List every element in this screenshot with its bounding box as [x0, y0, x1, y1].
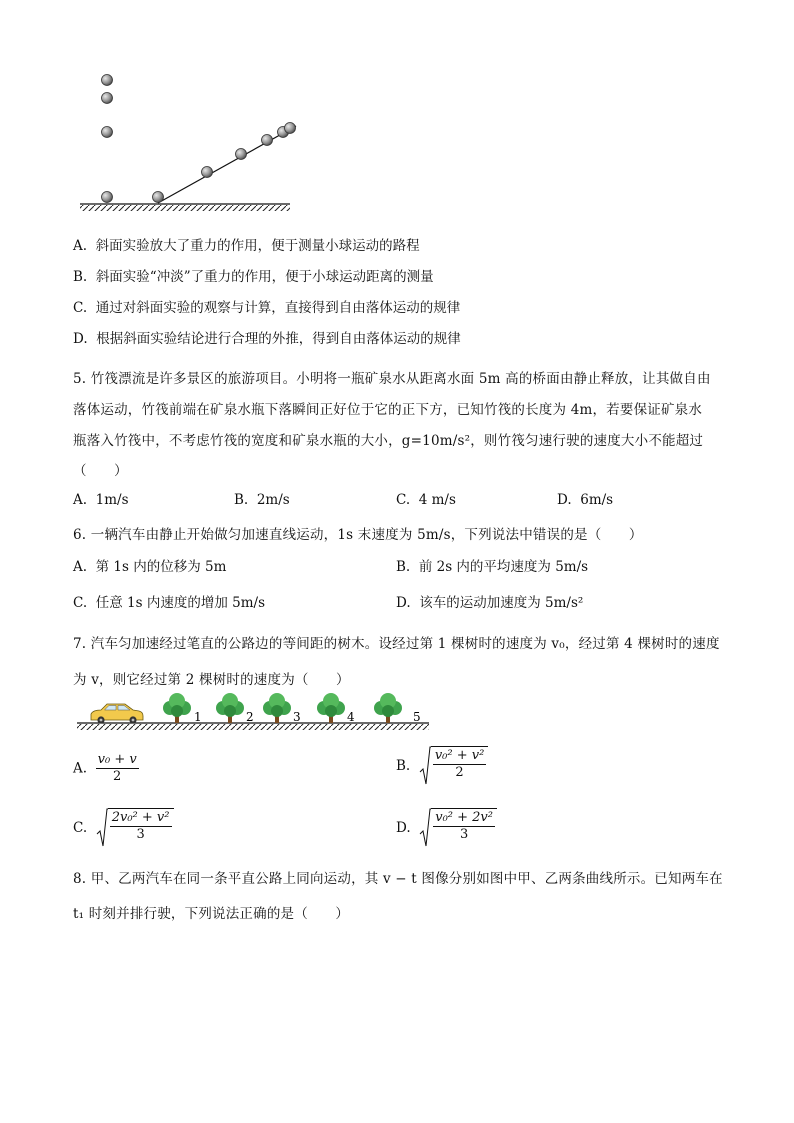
fraction-denominator: 2: [113, 769, 122, 784]
incline-experiment-figure: [70, 68, 300, 218]
fraction-formula: [96, 752, 139, 785]
fraction-denominator: 2: [455, 765, 464, 780]
fraction-denominator: 3: [459, 827, 469, 842]
tree-label: 4: [347, 710, 355, 724]
q7-option-b[interactable]: [396, 746, 488, 786]
option-letter: A.: [73, 492, 88, 508]
q5-stem-line2: 落体运动，竹筏前端在矿泉水瓶下落瞬间正好位于它的正下方，已知竹筏的长度为 4m，若要保证矿泉水: [73, 402, 703, 418]
option-letter: D.: [396, 820, 411, 836]
option-text: 斜面实验“冲淡”了重力的作用，便于小球运动距离的测量: [95, 269, 434, 285]
q4-option-c[interactable]: [73, 296, 460, 316]
tree-icon: [374, 693, 402, 723]
option-letter: C.: [73, 595, 88, 611]
q7-option-c[interactable]: [73, 808, 174, 848]
ball: [262, 135, 273, 146]
option-letter: B.: [396, 758, 411, 774]
fraction-numerator: v₀² + 2v²: [435, 810, 493, 825]
tree-label: 3: [293, 710, 301, 724]
tree-icon: [216, 693, 244, 723]
q7-option-d[interactable]: [396, 808, 497, 848]
option-text: 根据斜面实验结论进行合理的外推，得到自由落体运动的规律: [96, 331, 461, 347]
q7-stem-line1: 7. 汽车匀加速经过笔直的公路边的等间距的树木。设经过第 1 棵树时的速度为 v₀，经过第 4 棵树时的速度: [73, 636, 720, 652]
option-letter: B.: [73, 269, 88, 285]
q5-option-a[interactable]: [73, 492, 129, 508]
ball: [153, 192, 164, 203]
sqrt-formula: [419, 746, 488, 786]
q5-stem-line3: 瓶落入竹筏中，不考虑竹筏的宽度和矿泉水瓶的大小，g=10m/s²，则竹筏匀速行驶的速度大小不能超过: [73, 433, 704, 449]
car-trees-figure: [73, 690, 433, 734]
car-icon: [91, 704, 143, 724]
ball: [102, 75, 113, 86]
q6-option-a[interactable]: [73, 555, 226, 575]
radical-sign-icon: [419, 746, 431, 786]
q6-stem: 6. 一辆汽车由静止开始做匀加速直线运动，1s 末速度为 5m/s，下列说法中错误的是（ ）: [73, 527, 643, 543]
option-letter: D.: [73, 331, 88, 347]
q6-option-d[interactable]: [396, 591, 583, 611]
option-letter: B.: [396, 559, 411, 575]
option-text: 斜面实验放大了重力的作用，便于测量小球运动的路程: [95, 238, 420, 254]
q4-option-a[interactable]: [73, 234, 420, 254]
ball: [285, 123, 296, 134]
option-letter: A.: [73, 238, 88, 254]
q7-option-a[interactable]: [73, 752, 139, 785]
option-text: 通过对斜面实验的观察与计算，直接得到自由落体运动的规律: [95, 300, 461, 316]
option-text: 4 m/s: [418, 492, 456, 508]
option-text: 2m/s: [256, 492, 290, 508]
option-text: 1m/s: [95, 492, 129, 508]
option-letter: C.: [396, 492, 411, 508]
option-letter: C.: [73, 820, 88, 836]
q7-stem-line2: 为 v，则它经过第 2 棵树时的速度为（ ）: [73, 672, 350, 688]
sqrt-formula: [96, 808, 174, 848]
q6-option-c[interactable]: [73, 591, 265, 611]
tree-icon: [263, 693, 291, 723]
option-text: 第 1s 内的位移为 5m: [95, 559, 227, 575]
q5-option-b[interactable]: [234, 492, 290, 508]
option-text: 该车的运动加速度为 5m/s²: [419, 595, 584, 611]
option-letter: A.: [73, 559, 88, 575]
ball: [102, 192, 113, 203]
option-letter: B.: [234, 492, 249, 508]
option-text: 任意 1s 内速度的增加 5m/s: [95, 595, 265, 611]
tree-label: 5: [413, 710, 421, 724]
q8-stem-line2: t₁ 时刻并排行驶，下列说法正确的是（ ）: [73, 906, 350, 922]
tree-label: 2: [246, 710, 254, 724]
fraction-numerator: v₀² + v²: [434, 748, 485, 763]
q8-stem-line1: 8. 甲、乙两汽车在同一条平直公路上同向运动，其 v − t 图像分别如图中甲、乙两条曲线所示。已知两车在: [73, 871, 723, 887]
q4-option-b[interactable]: [73, 265, 434, 285]
ball: [102, 93, 113, 104]
sqrt-formula: [419, 808, 497, 848]
q6-option-b[interactable]: [396, 555, 588, 575]
option-letter: D.: [396, 595, 411, 611]
option-letter: D.: [557, 492, 572, 508]
ball: [202, 167, 213, 178]
q4-option-d[interactable]: [73, 327, 461, 347]
option-letter: A.: [73, 760, 88, 777]
q5-stem-line4: （ ）: [73, 463, 128, 479]
radical-sign-icon: [419, 808, 431, 848]
ball: [236, 149, 247, 160]
q5-option-d[interactable]: [557, 492, 613, 508]
fraction-denominator: 3: [136, 827, 145, 842]
radical-sign-icon: [96, 808, 108, 848]
tree-icon: [163, 693, 191, 723]
ball: [102, 127, 113, 138]
tree-label: 1: [194, 710, 202, 724]
option-text: 前 2s 内的平均速度为 5m/s: [418, 559, 589, 575]
q5-stem-line1: 5. 竹筏漂流是许多景区的旅游项目。小明将一瓶矿泉水从距离水面 5m 高的桥面由静止释放，让其做自由: [73, 371, 711, 387]
option-letter: C.: [73, 300, 88, 316]
option-text: 6m/s: [580, 492, 614, 508]
fraction-numerator: 2v₀² + v²: [111, 810, 170, 825]
q5-option-c[interactable]: [396, 492, 456, 508]
fraction-numerator: v₀ + v: [97, 752, 137, 767]
tree-icon: [317, 693, 345, 723]
